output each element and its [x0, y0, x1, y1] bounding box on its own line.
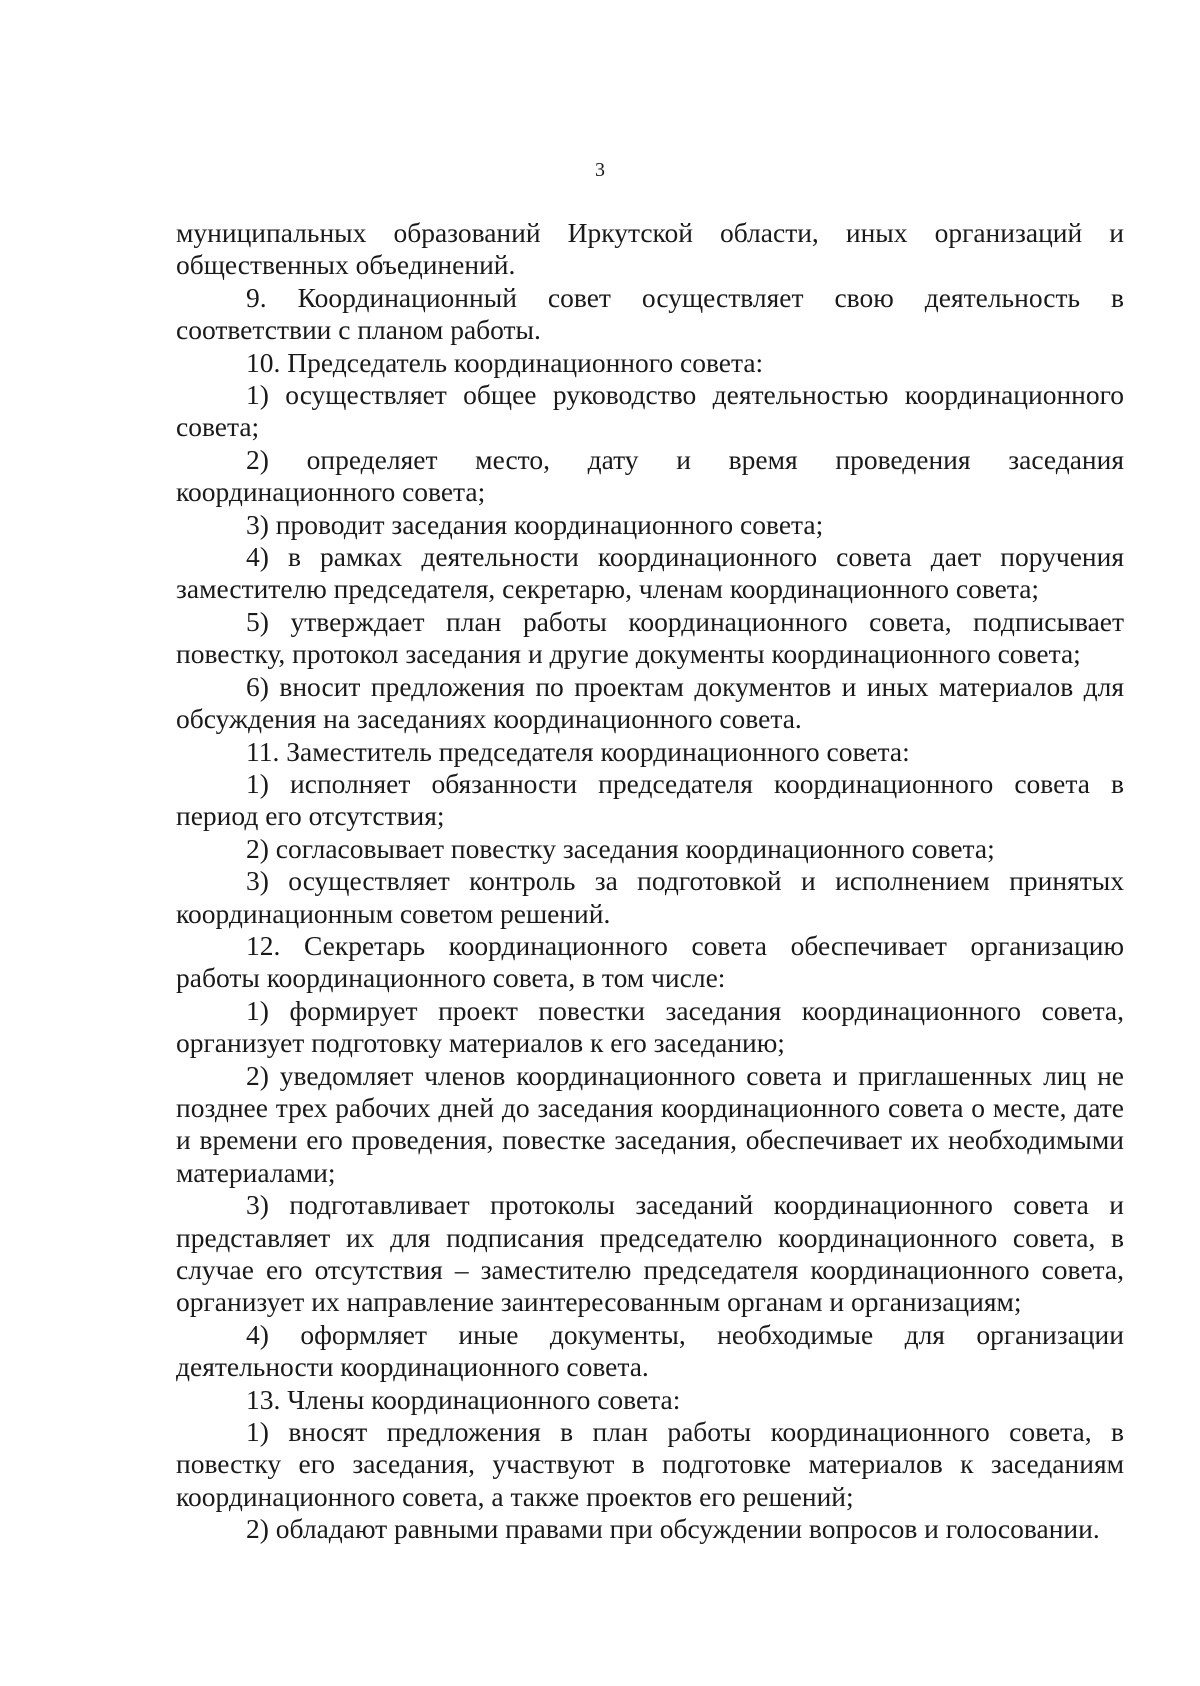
paragraph-12-item-4: 4) оформляет иные документы, необходимые для организации деятельности координационного совета.: [176, 1318, 1124, 1383]
paragraph-11-heading: 11. Заместитель председателя координационного совета:: [246, 735, 910, 767]
paragraph-10-item-2: 2) определяет место, дату и время проведения заседания координационного совета;: [176, 443, 1124, 508]
paragraph-13-heading: 13. Члены координационного совета:: [246, 1383, 681, 1415]
document-body: [176, 217, 1124, 1546]
paragraph-11-item-2: 2) согласовывает повестку заседания координационного совета;: [246, 832, 995, 864]
paragraph-10-heading: 10. Председатель координационного совета:: [246, 346, 764, 378]
paragraph-12-item-1: 1) формирует проект повестки заседания координационного совета, организует подготовку материалов к его заседанию;: [176, 994, 1124, 1059]
paragraph-10-item-1: 1) осуществляет общее руководство деятельностью координационного совета;: [176, 379, 1124, 443]
paragraph-continuation: муниципальных образований Иркутской области, иных организаций и общественных объединений.: [176, 217, 1124, 281]
paragraph-12-item-2: 2) уведомляет членов координационного совета и приглашенных лиц не позднее трех рабочих дней до заседания координационного совета о месте, дате и времени его проведения, повестке заседания, обеспечивает их необходимыми материалами;: [176, 1059, 1124, 1188]
paragraph-10-item-3: 3) проводит заседания координационного совета;: [246, 508, 824, 540]
paragraph-13-item-2: 2) обладают равными правами при обсуждении вопросов и голосовании.: [246, 1513, 1100, 1545]
paragraph-12-heading: 12. Секретарь координационного совета обеспечивает организацию работы координационного совета, в том числе:: [176, 929, 1124, 994]
page-number: 3: [595, 159, 605, 181]
paragraph-10-item-5: 5) утверждает план работы координационного совета, подписывает повестку, протокол заседания и другие документы координационного совета;: [176, 605, 1124, 670]
paragraph-12-item-3: 3) подготавливает протоколы заседаний координационного совета и представляет их для подписания председателю координационного совета, в случае его отсутствия – заместителю председателя координационного совета, организует их направление заинтересованным органам и организациям;: [176, 1189, 1124, 1318]
paragraph-11-item-1: 1) исполняет обязанности председателя координационного совета в период его отсутствия;: [176, 767, 1124, 832]
paragraph-10-item-4: 4) в рамках деятельности координационного совета дает поручения заместителю председателя, секретарю, членам координационного совета;: [176, 541, 1124, 605]
paragraph-11-item-3: 3) осуществляет контроль за подготовкой и исполнением принятых координационным советом решений.: [176, 865, 1124, 929]
paragraph-10-item-6: 6) вносит предложения по проектам документов и иных материалов для обсуждения на заседаниях координационного совета.: [176, 670, 1124, 735]
paragraph-13-item-1: 1) вносят предложения в план работы координационного совета, в повестку его заседания, участвуют в подготовке материалов к заседаниям координационного совета, а также проектов его решений;: [176, 1416, 1124, 1512]
paragraph-9: 9. Координационный совет осуществляет свою деятельность в соответствии с планом работы.: [176, 281, 1124, 346]
